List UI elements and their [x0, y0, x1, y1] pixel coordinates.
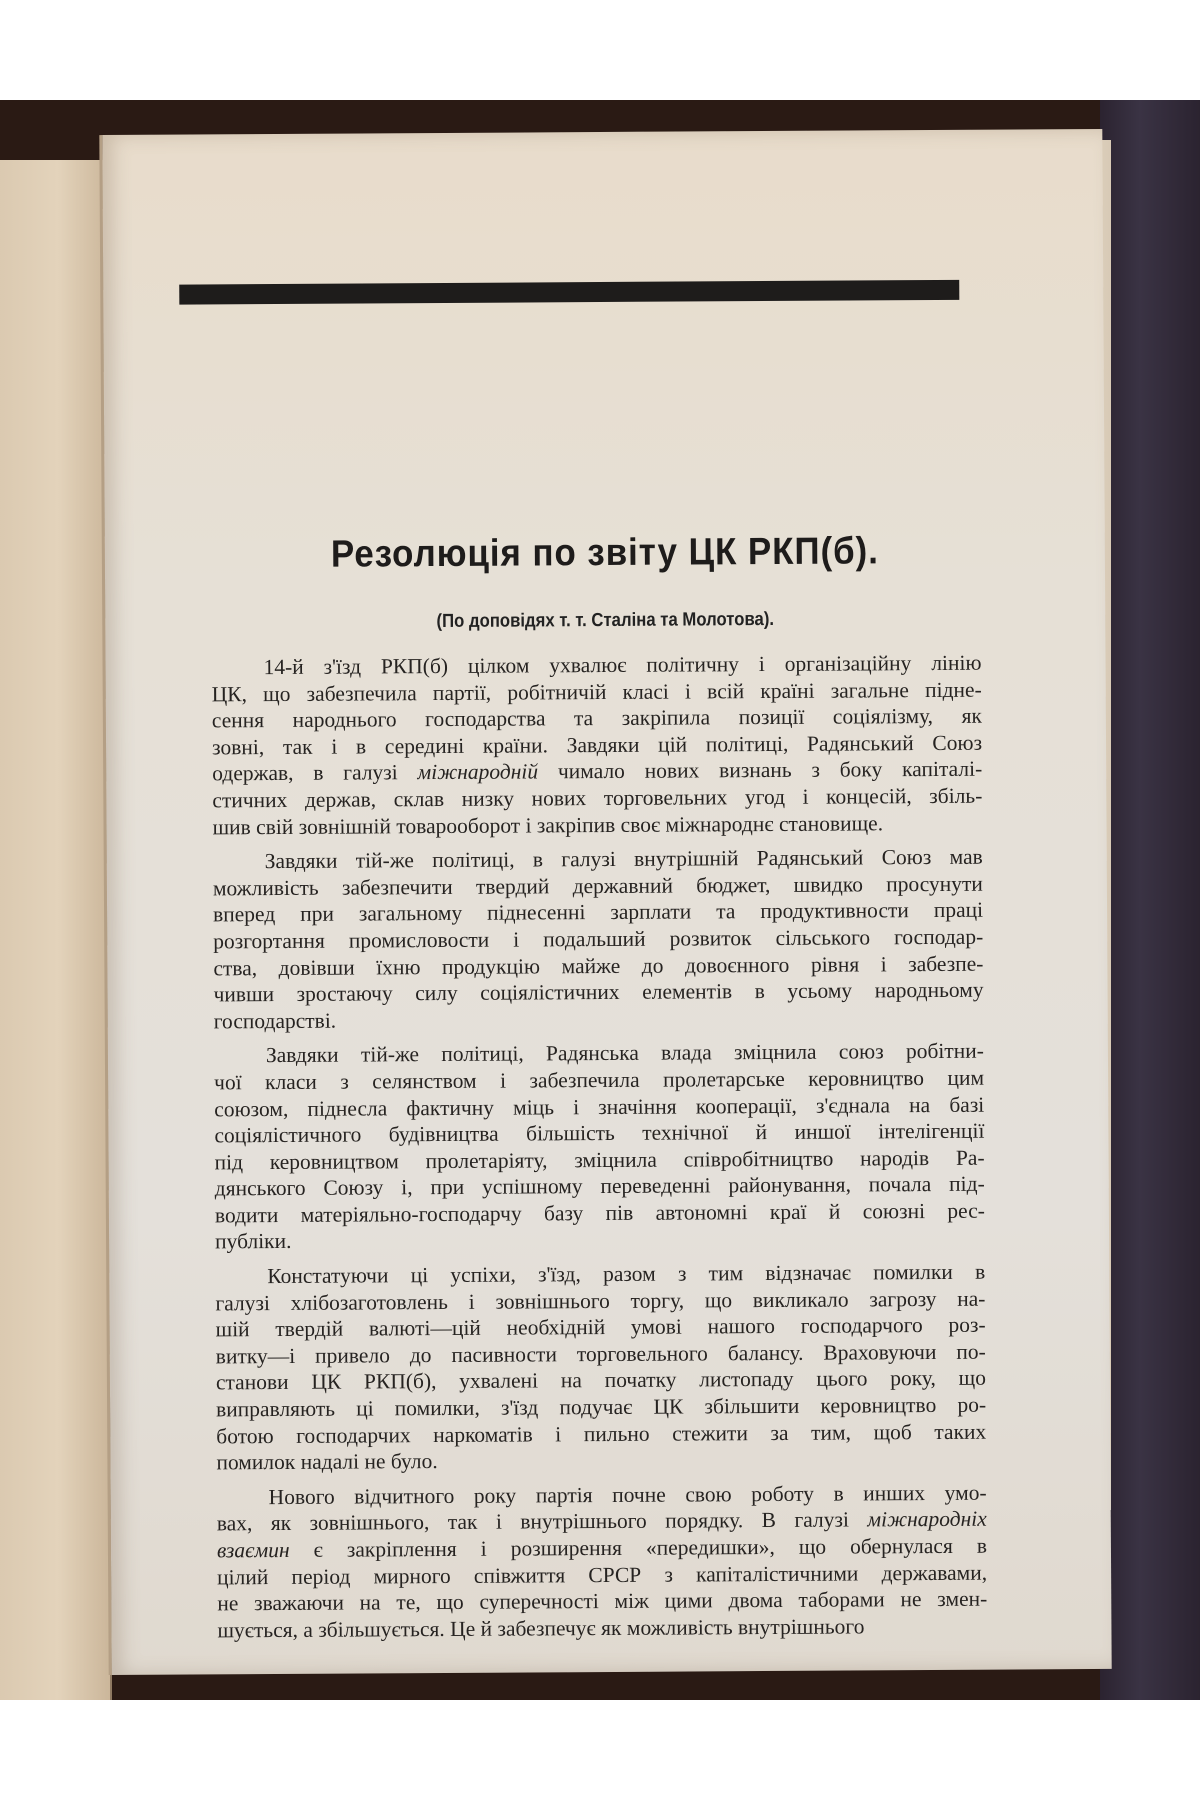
- page-title: Резолюція по звіту ЦК РКП(б).: [330, 530, 879, 576]
- text-line: взаємин є закріплення і розширення «передишки», що обернулася в: [216, 1533, 988, 1563]
- text-line: шується, а збільшується. Це й забезпечує як можливість внутрішнього: [217, 1614, 865, 1643]
- text-line: соціялістичного будівництва більшість технічної й иншої інтелігенції: [214, 1118, 985, 1148]
- text-line: публіки.: [214, 1229, 292, 1254]
- text-line: одержав, в галузі міжнародній чимало нових визнань з боку капіталі-: [212, 757, 983, 786]
- text-line: дянського Союзу і, при успішному переведенні районування, почала під-: [214, 1171, 985, 1201]
- text-line: помилок надалі не було.: [216, 1449, 438, 1475]
- emphasis: міжнародній: [417, 759, 539, 785]
- emphasis: взаємин: [216, 1537, 290, 1563]
- text-line: шій твердій валюті—цій необхідній умові нашого господарчого роз-: [215, 1312, 986, 1342]
- text-line: союзом, піднесла фактичну міць і значіння кооперації, з'єднала на базі: [214, 1092, 985, 1121]
- text-line: галузі хлібозаготовлень і зовнішнього торгу, що викликало загрозу на-: [215, 1286, 986, 1316]
- text-line: зовні, так і в середині країни. Завдяки цій політиці, Радянський Союз: [211, 730, 983, 760]
- text-line: витку—і привело до пасивности торговельного балансу. Враховуючи по-: [215, 1339, 986, 1369]
- left-page-edge: [0, 160, 112, 1700]
- header-rule: [179, 280, 959, 305]
- text-line: водити матеріяльно-господарчу базу пів автономні краї й союзні рес-: [214, 1198, 985, 1228]
- text-line: господарстві.: [213, 1008, 337, 1034]
- book-photo: [0, 100, 1200, 1700]
- text-line: Завдяки тій-же політиці, Радянська влада зміцнила союз робітни-: [265, 1039, 984, 1068]
- text-line: розгортання промисловости і подальший розвиток сільського господар-: [213, 924, 984, 954]
- emphasis: міжнародніх: [867, 1507, 987, 1532]
- text-line: під керовництвом пролетаріяту, зміцнила співробітництво народів Ра-: [214, 1145, 985, 1175]
- text-line: виправляють ці помилки, з'їзд подучає ЦК збільшити керовництво ро-: [216, 1392, 987, 1422]
- page-subtitle: (По доповідях т. т. Сталіна та Молотова).: [436, 608, 775, 633]
- text-line: чої класи з селянством і забезпечила пролетарське керовництво цим: [214, 1065, 985, 1095]
- paragraph: [214, 1038, 985, 1255]
- text-line: шив свій зовнішній товарооборот і закріпив своє міжнароднє становище.: [212, 810, 884, 839]
- text-line: ЦК, що забезпечила партії, робітничій класі і всій країні загальне підне-: [211, 677, 982, 706]
- text-line: Нового відчитного року партія почне свою роботу в инших умо-: [268, 1480, 987, 1509]
- text-line: ства, довівши їхню продукцію майже до довоєнного рівня і забезпе-: [213, 951, 984, 980]
- text-line: Констатуючи ці успіхи, з'їзд, разом з тим відзначає помилки в: [267, 1259, 986, 1289]
- text-line: 14-й з'їзд РКП(б) цілком ухвалює політичну і організаційну лінію: [263, 650, 982, 680]
- text-line: вперед при загальному піднесенні зарплати та продуктивности праці: [212, 898, 984, 927]
- text-line: вах, як зовнішнього, так і внутрішнього порядку. В галузі міжнародніх: [216, 1507, 987, 1536]
- paragraph: [215, 1259, 986, 1476]
- text-line: стичних держав, склав низку нових торговельних угод і концесій, збіль-: [212, 783, 983, 813]
- body-text: [211, 650, 987, 1652]
- paragraph: [217, 1479, 988, 1643]
- text-line: Завдяки тій-же політиці, в галузі внутрішній Радянський Союз мав: [264, 844, 983, 874]
- text-line: станови ЦК РКП(б), ухвалені на початку листопаду цього року, що: [215, 1366, 986, 1395]
- text-line: чивши зростаючу силу соціялістичних елементів в усьому народньому: [213, 977, 984, 1007]
- text-line: ботою господарчих наркоматів і пильно стежити за тим, щоб таких: [216, 1419, 987, 1449]
- paragraph: [213, 844, 984, 1035]
- paragraph: [211, 650, 982, 841]
- text-line: не зважаючи на те, що суперечності між цими двома таборами не змен-: [217, 1586, 988, 1616]
- text-line: можливість забезпечити твердий державний бюджет, швидко просунути: [212, 871, 983, 901]
- text-line: сення народнього господарства та закріпила позиції соціялізму, як: [211, 703, 982, 733]
- document-page: [99, 129, 1111, 1675]
- text-line: цілий період мирного співжиття СРСР з капіталістичними державами,: [217, 1560, 988, 1589]
- desk-surface: [1100, 100, 1200, 1700]
